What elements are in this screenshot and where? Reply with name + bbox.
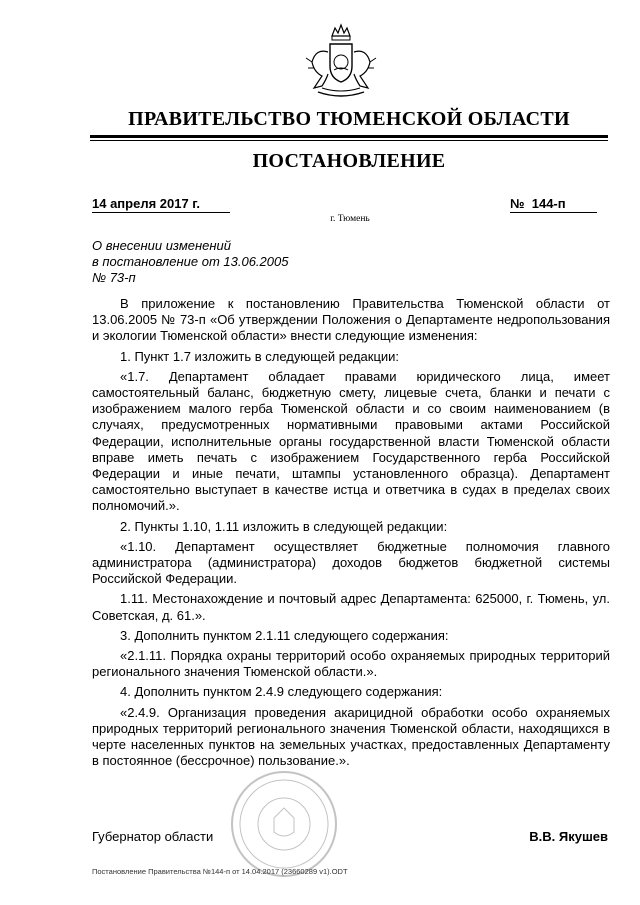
coat-of-arms-icon — [300, 22, 382, 104]
body-paragraph: 3. Дополнить пунктом 2.1.11 следующего содержания: — [120, 627, 449, 643]
body-paragraph: 1.11. Местонахождение и почтовый адрес Департамента: 625000, г. Тюмень, ул. Советская, д. 61.». — [92, 591, 610, 623]
city: г. Тюмень — [330, 214, 370, 224]
subject-line: О внесении изменений — [92, 238, 231, 253]
document-date: 14 апреля 2017 г. — [92, 196, 201, 211]
body-paragraph: 1. Пункт 1.7 изложить в следующей редакции: — [120, 348, 400, 364]
header-divider-thin — [90, 140, 608, 141]
footer-filename: Постановление Правительства №144-п от 14.04.2017 (23660289 v1).ODT — [92, 867, 348, 876]
number-prefix: № — [510, 196, 525, 211]
signer-name: В.В. Якушев — [529, 829, 608, 844]
body-paragraph: 4. Дополнить пунктом 2.4.9 следующего содержания: — [120, 684, 443, 700]
header-divider-thick — [90, 135, 608, 138]
body-paragraph: «1.10. Департамент осуществляет бюджетные полномочия главного администратора (администратора) доходов бюджетов бюджетной системы Российской Федерации. — [92, 538, 610, 587]
date-underline — [92, 212, 230, 213]
document-number — [510, 196, 566, 211]
number-underline — [510, 212, 597, 213]
signer-title: Губернатор области — [92, 829, 214, 844]
document-body — [92, 296, 610, 773]
body-paragraph: В приложение к постановлению Правительства Тюменской области от 13.06.2005 № 73-п «Об утверждении Положения о Департаменте недропользования и экологии Тюменской области» внести следующие изменения: — [92, 296, 610, 344]
document-subject — [92, 238, 288, 286]
subject-line: № 73-п — [92, 270, 136, 285]
body-paragraph: «1.7. Департамент обладает правами юридического лица, имеет самостоятельный баланс, бюджетную смету, лицевые счета, бланки и печати с изображением малого герба Тюменской области и со своим наименованием (в случаях, предусмотренных нормативными правовыми актами Российской Федерации, исполнительные органы государственной власти Тюменской области вправе иметь печать с изображением Государственного герба Российской Федерации и иные печати, штампы установленного образца). Департамент самостоятельно выступает в качестве истца и ответчика в судах в пределах своих полномочий.». — [92, 368, 610, 514]
body-paragraph: «2.1.11. Порядка охраны территорий особо охраняемых природных территорий регионального значения Тюменской области.». — [92, 648, 610, 680]
official-seal-stamp-icon — [228, 768, 340, 880]
subject-line: в постановление от 13.06.2005 — [92, 254, 289, 269]
number-value: 144-п — [531, 196, 566, 211]
body-paragraph: 2. Пункты 1.10, 1.11 изложить в следующей редакции: — [120, 518, 448, 534]
body-paragraph: «2.4.9. Организация проведения акарицидной обработки особо охраняемых природных территорий регионального значения Тюменской области, находящихся в черте населенных пунктов на земельных участках, предоставленных Департаменту в постоянное (бессрочное) пользование.». — [92, 704, 610, 769]
organization-title: ПРАВИТЕЛЬСТВО ТЮМЕНСКОЙ ОБЛАСТИ — [128, 108, 570, 130]
document-type-title: ПОСТАНОВЛЕНИЕ — [252, 150, 446, 172]
